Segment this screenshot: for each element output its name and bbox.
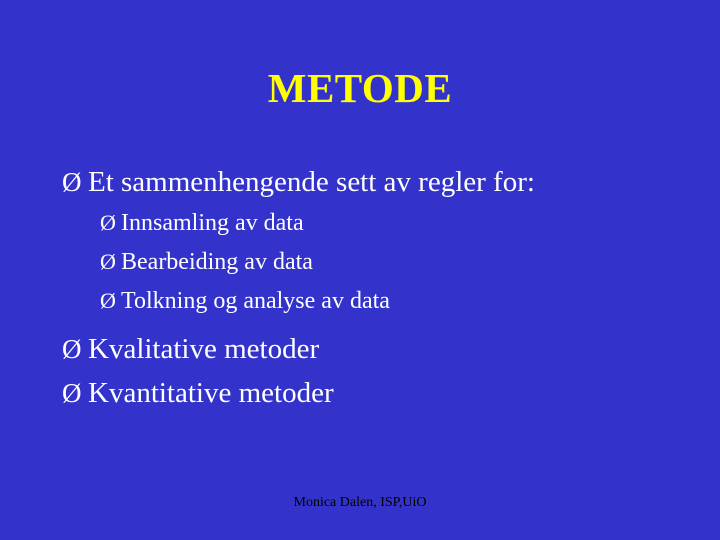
slide-footer: Monica Dalen, ISP,UiO	[293, 495, 427, 510]
sub-bullet-item	[100, 288, 390, 315]
arrow-bullet-icon: Ø	[100, 288, 116, 313]
bullet-text: Kvantitative metoder	[88, 377, 334, 409]
sub-bullet-text: Innsamling av data	[121, 210, 304, 236]
slide-title: METODE	[267, 65, 453, 111]
arrow-bullet-icon: Ø	[62, 378, 82, 408]
bullet-item	[62, 377, 334, 410]
arrow-bullet-icon: Ø	[62, 334, 82, 364]
arrow-bullet-icon: Ø	[62, 167, 82, 197]
sub-bullet-item	[100, 210, 304, 237]
bullet-text: Kvalitative metoder	[88, 333, 320, 365]
sub-bullet-text: Bearbeiding av data	[121, 249, 313, 275]
arrow-bullet-icon: Ø	[100, 249, 116, 274]
sub-bullet-item	[100, 249, 313, 276]
bullet-item	[62, 333, 319, 366]
bullet-item	[62, 166, 535, 199]
arrow-bullet-icon: Ø	[100, 210, 116, 235]
bullet-text: Et sammenhengende sett av regler for:	[88, 166, 535, 198]
sub-bullet-text: Tolkning og analyse av data	[121, 288, 390, 314]
